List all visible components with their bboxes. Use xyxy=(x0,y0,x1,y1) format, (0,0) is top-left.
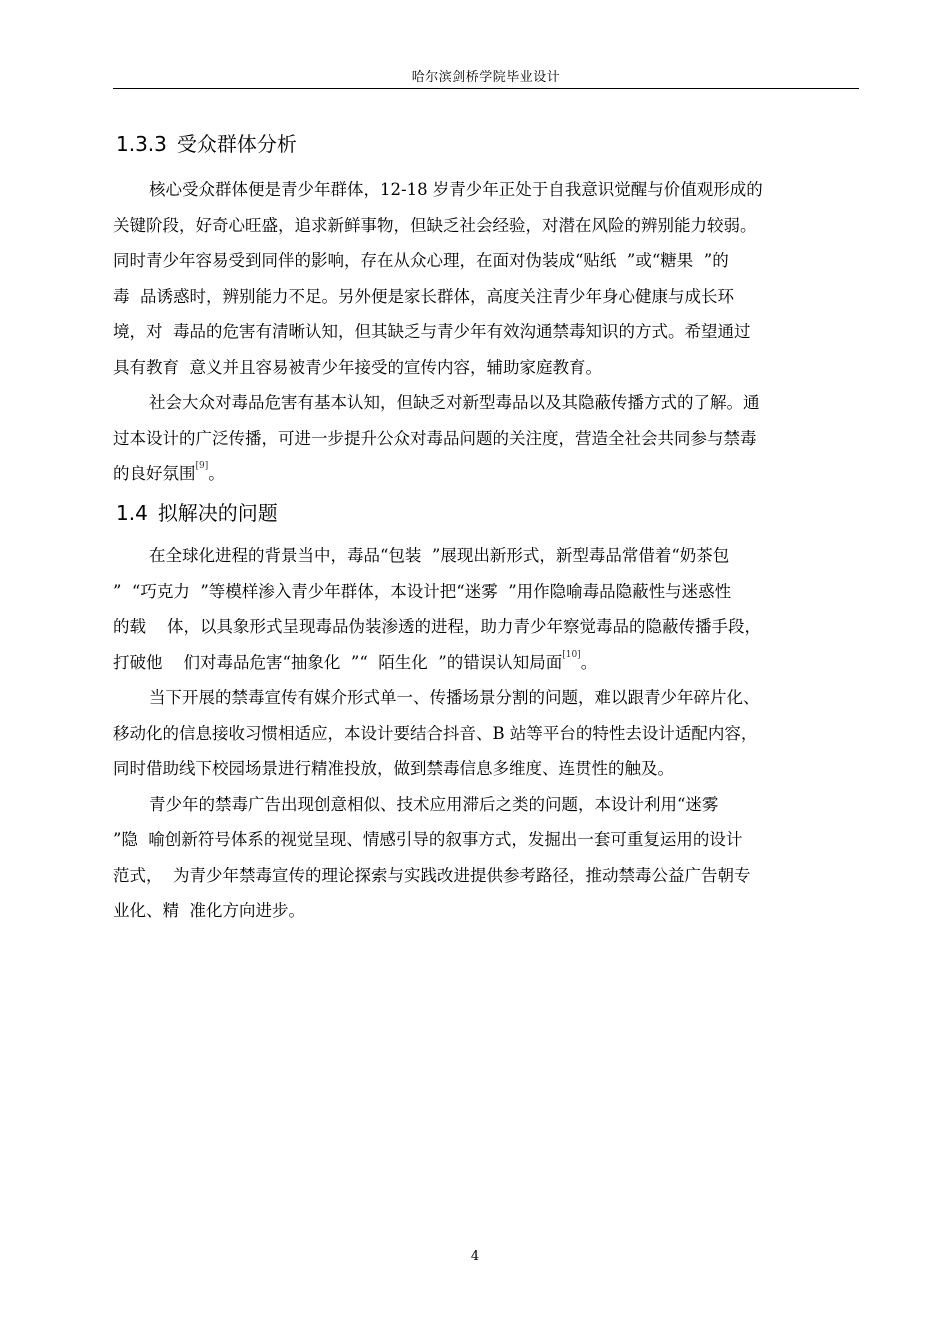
paragraph xyxy=(113,172,861,385)
text-line xyxy=(113,645,861,681)
text-line: 同时借助线下校园场景进行精准投放，做到禁毒信息多维度、连贯性的触及。 xyxy=(113,759,674,778)
paragraph xyxy=(113,538,861,680)
paragraph xyxy=(113,680,861,787)
text-line: 境，对 毒品的危害有清晰认知，但其缺乏与青少年有效沟通禁毒知识的方式。希望通过 xyxy=(113,322,751,341)
section-number: 1.3.3 xyxy=(116,132,167,156)
section-number: 1.4 xyxy=(116,501,148,525)
header-rule xyxy=(113,88,859,89)
text-line: 过本设计的广泛传播，可进一步提升公众对毒品问题的关注度，营造全社会共同参与禁毒 xyxy=(113,428,757,448)
text-span: 的良好氛围 xyxy=(113,464,196,483)
citation-ref: [9] xyxy=(195,461,209,471)
text-line: 在全球化进程的背景当中，毒品“包装 ”展现出新形式，新型毒品常借着“奶茶包 xyxy=(149,546,730,565)
text-span: 。 xyxy=(208,464,225,483)
text-line: 当下开展的禁毒宣传有媒介形式单一、传播场景分割的问题，难以跟青少年碎片化、 xyxy=(149,688,760,707)
text-line: 范式， 为青少年禁毒宣传的理论探索与实践改进提供参考路径，推动禁毒公益广告朝专 xyxy=(113,865,751,885)
text-line: 关键阶段，好奇心旺盛，追求新鲜事物，但缺乏社会经验，对潜在风险的辨别能力较弱。 xyxy=(113,215,757,235)
paragraph xyxy=(113,385,861,492)
paragraph xyxy=(113,787,861,929)
section-title: 拟解决的问题 xyxy=(157,501,278,525)
text-line: 业化、精 准化方向进步。 xyxy=(113,901,305,920)
page-number: 4 xyxy=(470,1249,480,1264)
text-span: 。 xyxy=(580,652,598,672)
text-line: 青少年的禁毒广告出现创意相似、技术应用滞后之类的问题，本设计利用“迷雾 xyxy=(149,794,719,814)
text-line: 具有教育 意义并且容易被青少年接受的宣传内容，辅助家庭教育。 xyxy=(113,357,602,377)
section-title: 受众群体分析 xyxy=(176,132,297,156)
section-1-4-heading xyxy=(116,497,278,526)
text-line: 社会大众对毒品危害有基本认知，但缺乏对新型毒品以及其隐蔽传播方式的了解。通 xyxy=(149,393,760,412)
section-1-4-body xyxy=(113,538,861,929)
text-line: 核心受众群体便是青少年群体，12-18 岁青少年正处于自我意识觉醒与价值观形成的 xyxy=(149,180,763,199)
text-line: 同时青少年容易受到同伴的影响，存在从众心理，在面对伪装成“贴纸 ”或“糖果 ”的 xyxy=(113,251,729,270)
citation-ref: [10] xyxy=(562,649,581,660)
header-title: 哈尔滨剑桥学院毕业设计 xyxy=(411,70,561,85)
text-line: ”隐 喻创新符号体系的视觉呈现、情感引导的叙事方式，发掘出一套可重复运用的设计 xyxy=(113,830,743,849)
text-line xyxy=(113,456,861,492)
text-line: 的载 体，以具象形式呈现毒品伪装渗透的进程，助力青少年察觉毒品的隐蔽传播手段， xyxy=(113,617,761,636)
text-line: 毒 品诱惑时，辨别能力不足。另外便是家长群体，高度关注青少年身心健康与成长环 xyxy=(113,286,734,306)
text-line: 移动化的信息接收习惯相适应，本设计要结合抖音、B 站等平台的特性去设计适配内容， xyxy=(113,723,758,743)
text-line: ” “巧克力 ”等模样渗入青少年群体，本设计把“迷雾 ”用作隐喻毒品隐蔽性与迷惑性 xyxy=(113,581,732,601)
text-span: 打破他 们对毒品危害“抽象化 ”“ 陌生化 ”的错误认知局面 xyxy=(113,652,563,672)
section-1-3-3-heading xyxy=(116,128,297,157)
section-1-3-3-body xyxy=(113,172,861,492)
